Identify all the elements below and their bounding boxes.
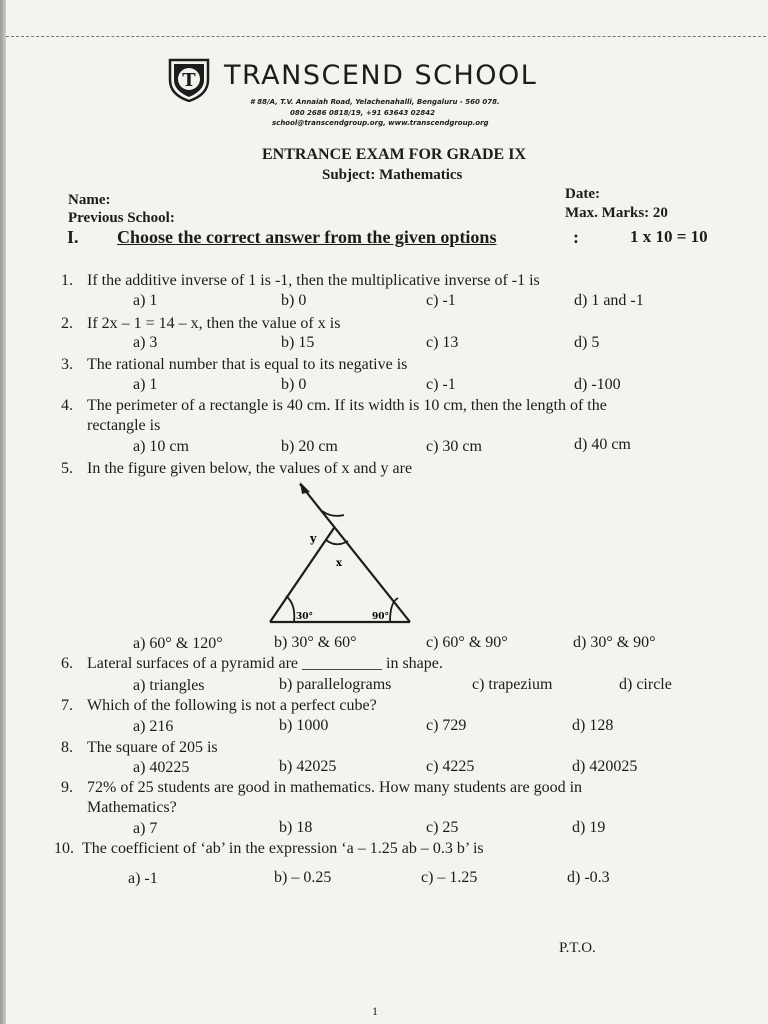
question-text: Which of the following is not a perfect cube?	[87, 697, 377, 714]
top-dashed-rule	[6, 36, 766, 37]
option-c: c) 13	[426, 334, 459, 351]
option-c: c) -1	[426, 292, 456, 309]
option-a: a) 216	[133, 718, 174, 735]
question-text: The square of 205 is	[87, 739, 218, 756]
option-b: b) 0	[281, 376, 307, 393]
option-c: c) 60° & 90°	[426, 634, 508, 651]
section-number: I.	[67, 227, 79, 247]
option-d: d) 40 cm	[574, 436, 631, 453]
question-text: The coefficient of ‘ab’ in the expression ‘a – 1.25 ab – 0.3 b’ is	[82, 840, 484, 857]
question-number: 8.	[61, 739, 73, 756]
question-text: If the additive inverse of 1 is -1, then the multiplicative inverse of -1 is	[87, 272, 540, 289]
option-c: c) 30 cm	[426, 438, 482, 455]
question-number: 1.	[61, 272, 73, 289]
previous-school-label: Previous School:	[68, 210, 175, 226]
option-c: c) 729	[426, 717, 467, 734]
option-c: c) – 1.25	[421, 869, 478, 886]
label-x: x	[336, 558, 342, 569]
question-text: The rational number that is equal to its negative is	[87, 356, 408, 373]
option-a: a) triangles	[133, 677, 205, 694]
question-number: 7.	[61, 697, 73, 714]
option-c: c) -1	[426, 376, 456, 393]
option-b: b) 42025	[279, 758, 337, 775]
option-b: b) 1000	[279, 717, 329, 734]
option-b: b) 20 cm	[281, 438, 338, 455]
question-number: 2.	[61, 315, 73, 332]
school-address: # 88/A, T.V. Annaiah Road, Yelachenahalli, Bengaluru - 560 078.	[250, 98, 500, 106]
question-number: 9.	[61, 779, 73, 796]
please-turn-over: P.T.O.	[559, 940, 596, 956]
question-text: The perimeter of a rectangle is 40 cm. If its width is 10 cm, then the length of the	[87, 397, 607, 414]
option-b: b) 18	[279, 819, 313, 836]
section-instruction-colon: :	[573, 227, 579, 247]
exam-subject: Subject: Mathematics	[322, 167, 463, 183]
option-b: b) parallelograms	[279, 676, 392, 693]
question-number: 6.	[61, 655, 73, 672]
school-contact: school@transcendgroup.org, www.transcendgroup.org	[272, 119, 489, 127]
option-c: c) 25	[426, 819, 459, 836]
option-d: d) 420025	[572, 758, 638, 775]
school-crest-icon	[166, 56, 212, 102]
question-number: 10.	[54, 840, 74, 857]
option-d: d) 1 and -1	[574, 292, 644, 309]
option-d: d) 128	[572, 717, 614, 734]
option-d: d) -0.3	[567, 869, 610, 886]
option-d: d) -100	[574, 376, 621, 393]
option-a: a) 3	[133, 334, 158, 351]
question-text: 72% of 25 students are good in mathematics. How many students are good in	[87, 779, 583, 796]
name-label: Name:	[68, 192, 111, 208]
label-angle-left: 30°	[296, 612, 314, 622]
option-b: b) 0	[281, 292, 307, 309]
arrowhead-icon	[300, 482, 310, 494]
question-text: Lateral surfaces of a pyramid are __________ in shape.	[87, 655, 443, 672]
max-marks-label: Max. Marks: 20	[565, 205, 668, 221]
school-name: TRANSCEND SCHOOL	[224, 60, 538, 91]
option-b: b) – 0.25	[274, 869, 332, 886]
section-marks: 1 x 10 = 10	[630, 227, 708, 246]
question-text-continued: Mathematics?	[87, 799, 177, 816]
date-label: Date:	[565, 186, 600, 202]
option-a: a) 10 cm	[133, 438, 189, 455]
question-number: 3.	[61, 356, 73, 373]
option-a: a) 1	[133, 292, 158, 309]
section-instruction	[117, 227, 496, 248]
triangle-figure	[264, 478, 414, 628]
label-angle-right: 90°	[372, 612, 390, 622]
angle-arc-right	[390, 598, 398, 622]
option-d: d) circle	[619, 676, 672, 693]
exam-title: ENTRANCE EXAM FOR GRADE IX	[262, 146, 527, 163]
question-number: 5.	[61, 460, 73, 477]
question-number: 4.	[61, 397, 73, 414]
option-a: a) 7	[133, 820, 158, 837]
page-number: 1	[372, 1004, 378, 1018]
option-a: a) 1	[133, 376, 158, 393]
option-d: d) 5	[574, 334, 600, 351]
triangle-left-side	[270, 528, 334, 622]
angle-arc-left	[286, 596, 294, 622]
question-text-continued: rectangle is	[87, 417, 161, 434]
question-text: If 2x – 1 = 14 – x, then the value of x is	[87, 315, 341, 332]
svg-text:T: T	[182, 70, 196, 91]
school-phone: 080 2686 0818/19, +91 63643 02842	[290, 109, 436, 117]
option-c: c) trapezium	[472, 676, 553, 693]
option-b: b) 15	[281, 334, 315, 351]
option-b: b) 30° & 60°	[274, 634, 357, 651]
question-text: In the figure given below, the values of x and y are	[87, 460, 413, 477]
option-a: a) 60° & 120°	[133, 635, 223, 652]
option-d: d) 30° & 90°	[573, 634, 656, 651]
option-a: a) 40225	[133, 759, 190, 776]
option-c: c) 4225	[426, 758, 475, 775]
exam-page	[6, 0, 768, 1024]
label-y: y	[310, 532, 317, 545]
option-d: d) 19	[572, 819, 606, 836]
option-a: a) -1	[128, 870, 158, 887]
section-instruction-text: Choose the correct answer from the given options	[117, 227, 497, 247]
